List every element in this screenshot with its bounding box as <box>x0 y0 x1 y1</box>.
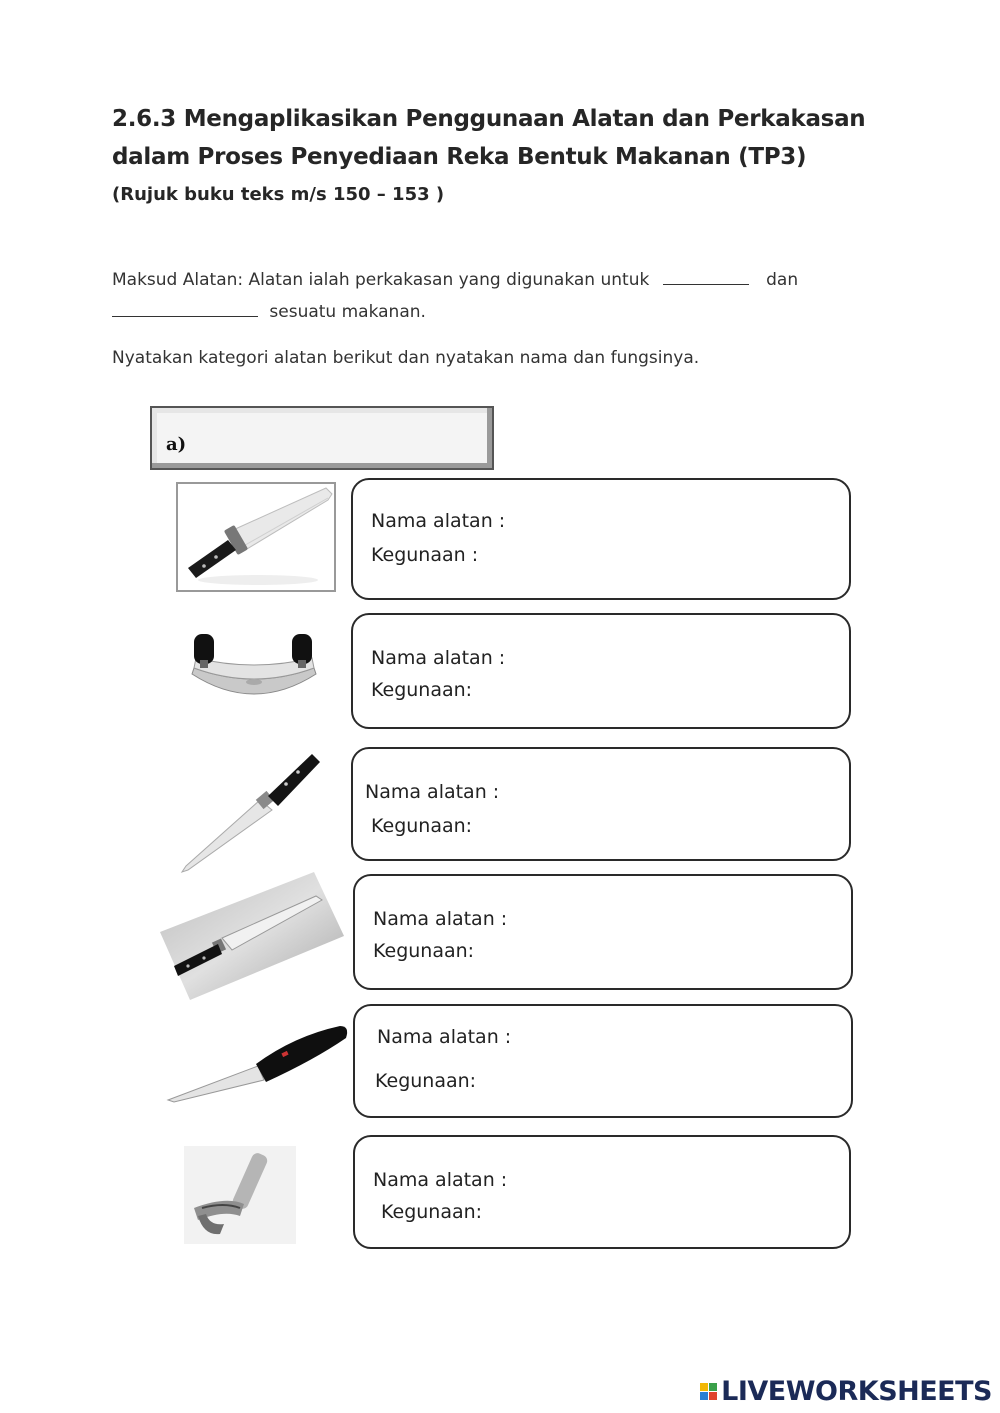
tool-name-label: Nama alatan : <box>377 1026 512 1048</box>
liveworksheets-logo <box>700 1376 992 1407</box>
boning-knife-icon <box>178 750 324 874</box>
instruction-text: Nyatakan kategori alatan berikut dan nyatakan nama dan fungsinya. <box>112 348 700 368</box>
section-label: a) <box>166 434 187 455</box>
tool-name-label: Nama alatan : <box>371 647 506 669</box>
definition-mid: dan <box>766 270 799 290</box>
tool-name-label: Nama alatan : <box>365 781 500 803</box>
tool-use-label: Kegunaan: <box>371 815 473 837</box>
answer-blank-2[interactable] <box>112 298 258 317</box>
definition-paragraph <box>112 264 892 328</box>
textbook-reference: (Rujuk buku teks m/s 150 – 153 ) <box>112 184 445 205</box>
answer-card-4[interactable] <box>353 874 853 990</box>
peeler-icon <box>184 1146 296 1244</box>
answer-card-6[interactable] <box>353 1135 851 1249</box>
category-answer-box[interactable] <box>150 406 494 470</box>
definition-end: sesuatu makanan. <box>269 302 426 322</box>
answer-card-2[interactable] <box>351 613 851 729</box>
definition-start: Maksud Alatan: Alatan ialah perkakasan yang digunakan untuk <box>112 270 650 290</box>
tool-use-label: Kegunaan: <box>375 1070 477 1092</box>
mezzaluna-icon <box>186 628 322 710</box>
answer-blank-1[interactable] <box>663 266 749 285</box>
liveworksheets-grid-icon <box>700 1383 717 1400</box>
bread-knife-icon <box>176 482 336 592</box>
brand-text: LIVEWORKSHEETS <box>721 1376 992 1407</box>
slicing-knife-icon <box>152 866 348 1006</box>
tool-use-label: Kegunaan: <box>373 940 475 962</box>
answer-card-3[interactable] <box>351 747 851 861</box>
tool-name-label: Nama alatan : <box>373 1169 508 1191</box>
tool-use-label: Kegunaan: <box>381 1201 483 1223</box>
answer-card-5[interactable] <box>353 1004 853 1118</box>
tool-name-label: Nama alatan : <box>371 510 506 532</box>
page-title: 2.6.3 Mengaplikasikan Penggunaan Alatan dan Perkakasan dalam Proses Penyediaan Reka Bentuk Makanan (TP3) <box>112 106 866 170</box>
answer-card-1[interactable] <box>351 478 851 600</box>
paring-knife-icon <box>164 1018 350 1104</box>
tool-use-label: Kegunaan: <box>371 679 473 701</box>
tool-use-label: Kegunaan : <box>371 544 479 566</box>
tool-name-label: Nama alatan : <box>373 908 508 930</box>
